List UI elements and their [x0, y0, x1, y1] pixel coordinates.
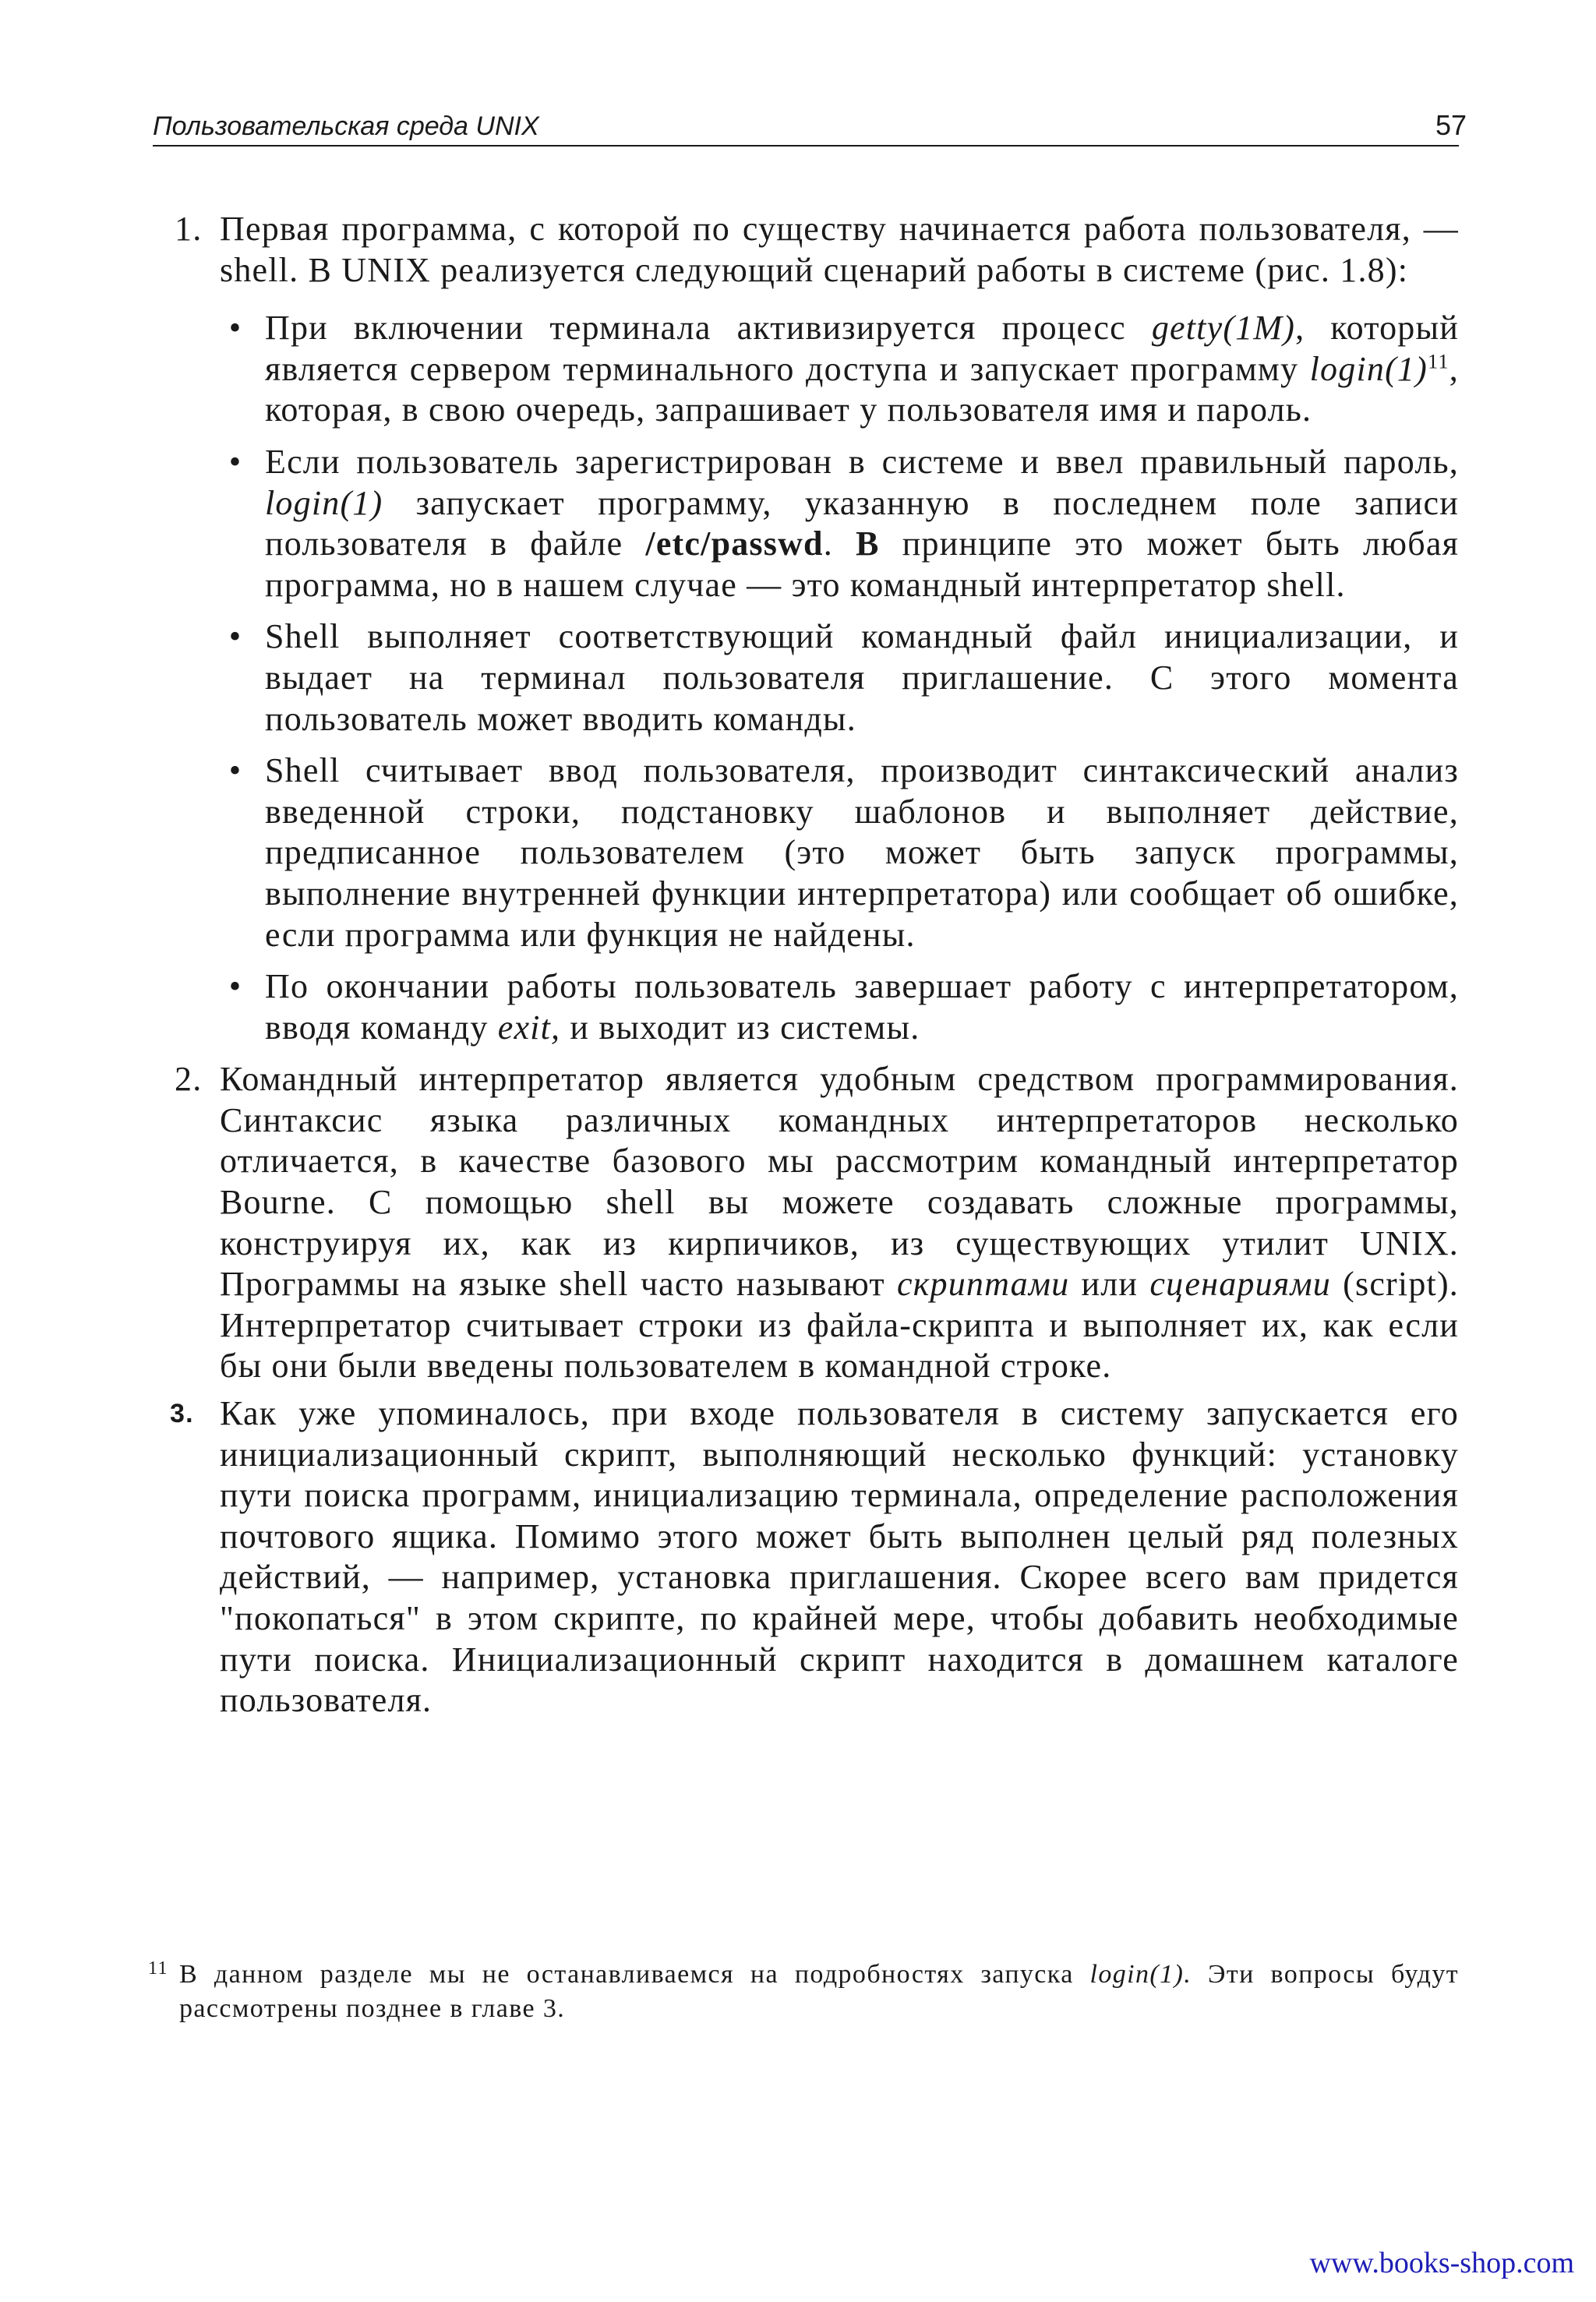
- paragraph-text: Командный интерпретатор является удобным средством программирования. Синтаксис языка различных командных интерпретаторов несколько отличается, в качестве базового мы рассмотрим командный интерпретатор Bourne. С помощью shell вы можете создавать сложные программы, конструируя их, как из кирпичиков, из существующих утилит UNIX. Программы на языке shell часто называют: [220, 1060, 1459, 1304]
- footnote: [148, 1958, 1459, 2026]
- bullet-icon: •: [228, 751, 242, 790]
- command-exit: exit,: [497, 1008, 561, 1047]
- list-item-2: [153, 1059, 1459, 1387]
- footnote-reference: 11: [1427, 349, 1449, 373]
- bullet-text: Если пользователь зарегистрирован в системе и ввел правильный пароль,: [265, 442, 1459, 481]
- header-title: Пользовательская среда UNIX: [153, 111, 539, 141]
- bullet-item: [220, 308, 1459, 431]
- item-2-text: [220, 1059, 1459, 1387]
- bullet-icon: •: [228, 309, 242, 348]
- paragraph-text: (script). Интерпретатор считывает строки из файла-скрипта и выполняет их, как если бы они были введены пользователем в командной строке.: [220, 1265, 1459, 1386]
- bullet-icon: •: [228, 617, 242, 656]
- list-number: 1.: [175, 210, 203, 248]
- bullet-item: [220, 750, 1459, 955]
- item-3-text: Как уже упоминалось, при входе пользователя в систему запускается его инициализационный скрипт, выполняющий несколько функций: установку пути поиска программ, инициализацию терминала, определение расположения почтового ящика. Помимо этого может быть выполнен целый ряд полезных действий, — например, установка приглашения. Скорее всего вам придется "покопаться" в этом скрипте, по крайней мере, чтобы добавить необходимые пути поиска. Инициализационный скрипт находится в домашнем каталоге пользователя.: [220, 1394, 1459, 1720]
- page-number: 57: [1435, 109, 1467, 141]
- bullet-text: и выходит из системы.: [560, 1008, 920, 1047]
- footnote-text-part: Эти вопросы будут рассмотрены позднее в главе 3.: [179, 1960, 1459, 2023]
- footnote-number: 11: [148, 1958, 168, 1979]
- list-number: 2.: [175, 1060, 203, 1099]
- list-number: 3.: [170, 1399, 194, 1429]
- main-text: [153, 209, 1459, 1721]
- bullet-item: [220, 442, 1459, 606]
- command-login: login(1): [265, 483, 383, 522]
- command-login: login(1): [1309, 349, 1428, 388]
- command-getty: getty(1M): [1151, 309, 1296, 348]
- running-header: [153, 108, 1467, 147]
- file-path: /etc/passwd: [645, 524, 824, 563]
- term-scripts: скриптами: [897, 1265, 1070, 1304]
- bullet-text: , которая, в свою очередь, запрашивает у пользователя имя и пароль.: [265, 349, 1459, 429]
- bullet-text: По окончании работы пользователь завершает работу с интерпретатором, вводя команду: [265, 967, 1459, 1047]
- bullet-text: запускает программу, указанную в последнем поле записи пользователя в файле: [265, 483, 1459, 563]
- bullet-icon: •: [228, 967, 242, 1006]
- footnote-text-part: В данном разделе мы не останавливаемся на подробностях запуска: [179, 1960, 1090, 1989]
- bullet-text: принципе это может быть любая программа, но в нашем случае — это командный интерпретатор shell.: [265, 524, 1460, 604]
- command-login: login(1).: [1089, 1960, 1192, 1989]
- bullet-text: Shell считывает ввод пользователя, производит синтаксический анализ введенной строки, подстановку шаблонов и выполняет действие, предписанное пользователем (это может быть запуск программы, выполнение внутренней функции интерпретатора) или сообщает об ошибке, если программа или функция не найдены.: [265, 751, 1459, 954]
- bullet-list: [220, 308, 1459, 1048]
- paragraph-text: или: [1069, 1265, 1150, 1304]
- list-item-3: [153, 1393, 1459, 1721]
- list-item-1: [153, 209, 1459, 1048]
- bullet-text: Shell выполняет соответствующий командный файл инициализации, и выдает на терминал пользователя приглашение. С этого момента пользователь может вводить команды.: [265, 617, 1459, 738]
- bullet-text: , который является сервером терминального доступа и запускает программу: [265, 309, 1460, 388]
- bullet-icon: •: [228, 442, 242, 481]
- bullet-item: [220, 616, 1459, 740]
- bullet-text: При включении терминала активизируется процесс: [265, 309, 1152, 348]
- item-1-intro: Первая программа, с которой по существу начинается работа пользователя, — shell. В UNIX реализуется следующий сценарий работы в системе (рис. 1.8):: [220, 210, 1459, 289]
- bullet-item: [220, 966, 1459, 1048]
- bullet-text-bold: В: [856, 524, 880, 563]
- footnote-text: [148, 1958, 1459, 2026]
- term-scenarios: сценариями: [1149, 1265, 1331, 1304]
- website-watermark: www.books-shop.com: [1309, 2247, 1574, 2279]
- bullet-text: .: [823, 524, 856, 563]
